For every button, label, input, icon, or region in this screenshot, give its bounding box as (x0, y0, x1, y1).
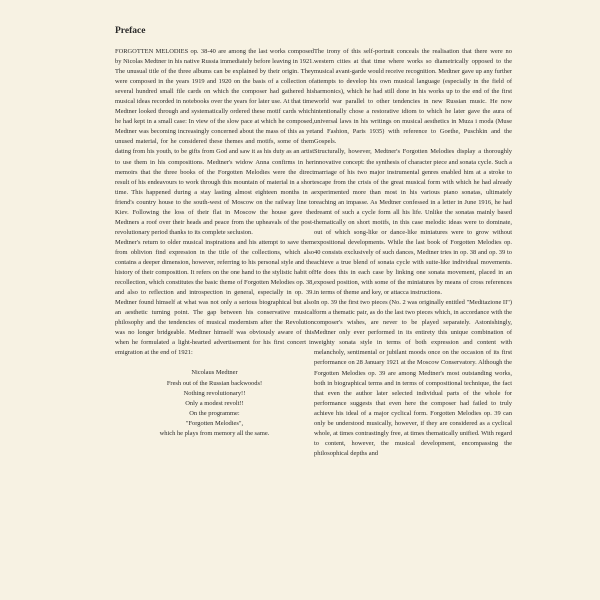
poem-line: "Forgotten Melodies", (185, 419, 244, 427)
left-column (115, 47, 314, 439)
poem-line: Fresh out of the Russian backwoods! (166, 379, 263, 387)
page-heading: Preface (115, 26, 146, 36)
poem-line: which he plays from memory all the same. (159, 429, 270, 437)
paragraph: Medtner's return to older musical inspirations and his attempt to save them from oblivion find expression in the title of the collections, which also contains a deeper dimension, however, referring to his personal style and the history of their composition. It refers on the one hand to the stylistic habit of recollection, which constitutes the basic theme of Forgotten Melodies op. 38, and also to reflection and introspection in general, especially in op. 39. Medtner found himself at what was not only a serious biographical but also an aesthetic turning point. The gap between his conservative musical philosophy and the tendencies of musical modernism after the Revolution was no longer bridgeable. Medtner himself was obviously aware of this when he formulated a light-hearted advertisement for his first concert in emigration at the end of 1921: (115, 238, 314, 357)
poem-line: On the programme: (189, 409, 240, 417)
paragraph: Structurally, however, Medtner's Forgotten Melodies display a thoroughly innovative concept: the synthesis of character piece and sonata cycle. Such a marriage of his two major instrumental genres enabled him at a stroke to escape from the crisis of the great musical form with which he had already experimented more than most in his various piano sonatas, ultimately reaching an impasse. As Medtner confessed in a letter in June 1916, he had dreamt of such a cycle form all his life. Unlike the sonatas mainly based thematically on short motifs, in this case melodic ideas were to dominate, out of which song-like or dance-like miniatures were to grow without expositional developments. While the last book of Forgotten Melodies op. 40 consists exclusively of such dances, Medtner tries in op. 38 and op. 39 to achieve a true blend of sonata cycle with suite-like individual movements. He does this in each case by linking one sonata movement, placed in an exposed position, with some of the miniatures by means of cross references in terms of theme and key, or attacca instructions. (314, 148, 512, 297)
poem-line: Nicolaus Medtner (191, 369, 238, 377)
poem-line: Nothing revolutionary!! (183, 389, 246, 397)
right-column (314, 47, 512, 459)
poem-line: Only a modest revolt!! (185, 399, 244, 407)
advertisement-poem (115, 368, 314, 438)
paragraph: In op. 39 the first two pieces (No. 2 was originally entitled "Meditazione II") form a thematic pair, as do the last two pieces which, in accordance with the composer's wishes, are never to be played separately. Astonishingly, Medtner only ever performed in its entirety this unique combination of weighty sonata style in terms of both expression and content with melancholy, sentimental or jubilant moods once on the occasion of its first performance on 28 January 1921 at the Moscow Conservatory. Although the Forgotten Melodies op. 39 are among Medtner's most outstanding works, both in biographical terms and in terms of compositional technique, the fact that even the author later selected individual parts of the whole for performance suggests that even here the composer had failed to truly achieve his ideal of a major cyclical form. Forgotten Melodies op. 39 can only be understood musically, however, if they are considered as a cyclical whole, at times contrastingly free, at times thematically unified. With regard to content, however, the musical development, encompassing the philosophical depths and (314, 299, 512, 457)
paragraph: FORGOTTEN MELODIES op. 38-40 are among the last works composed by Nicolas Medtner in his native Russia immediately before leaving in 1921. The unusual title of the three albums can be explained by their origin. They were composed in the years 1919 and 1920 on the basis of a collection of several hundred small file cards on which the composer had gathered his musical ideas recorded in notebooks over the years for later use. At that time Medtner looked through and systematically ordered these motif cards which he had kept in a small case: In view of the slow pace at which he composed, Medtner was becoming increasingly concerned about the mass of this as yet unused material, for he considered these themes and motifs, some of them dating from his youth, to be gifts from God and saw it as his duty as an artist to use them in his compositions. Medtner's widow Anna confirms in her memoirs that the three books of the Forgotten Melodies were the direct result of his endeavours to work through this mountain of material in a short time. This happened during a stay lasting almost eighteen months in a friend's country house to the south-west of Moscow on the railway line to Kiev. Following the loss of their flat in Moscow the house gave the Medtners a roof over their heads and peace from the upheavals of the post-revolutionary period thanks to its complete seclusion. (115, 48, 314, 236)
paragraph: The irony of this self-portrait conceals the realisation that there were no western cities at that time where works so diametrically opposed to the musical avant-garde would receive recognition. Medtner gave up any further attempts to develop his own musical language (especially in the field of harmonics), which he had still done in his works up to the end of the first world war parallel to other tendencies in new Russian music. He now intentionally chose a restorative idiom to which he later gave the aura of universal laws in his writings on musical aesthetics in Muza i moda (Muse and Fashion, Paris 1935) with reference to Goethe, Puschkin and the Gospels. (314, 48, 512, 146)
